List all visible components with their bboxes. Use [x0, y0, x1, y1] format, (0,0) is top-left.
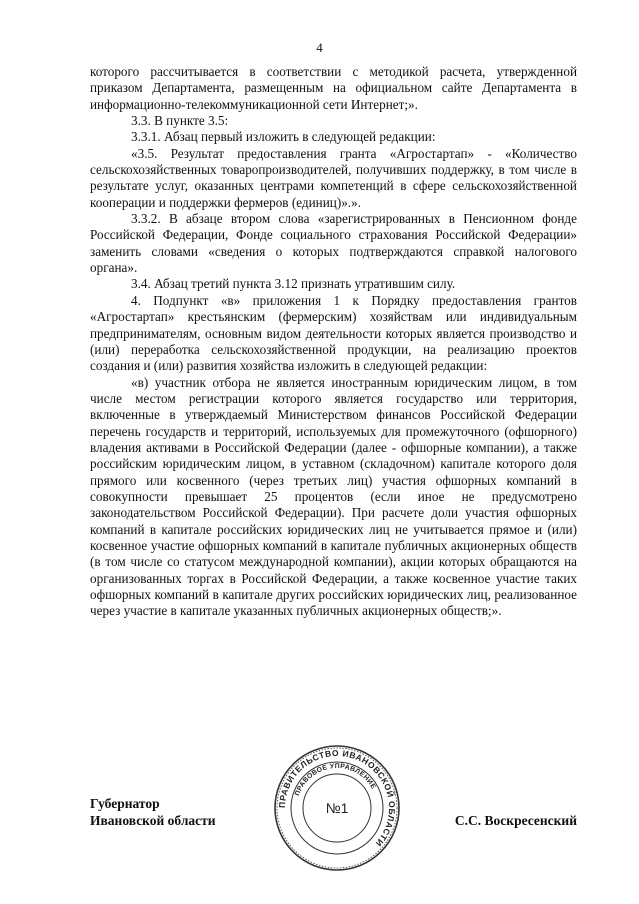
stamp-outer-text: ПРАВИТЕЛЬСТВО ИВАНОВСКОЙ ОБЛАСТИ [276, 747, 398, 849]
page-number: 4 [316, 40, 323, 55]
signatory-title-line2: Ивановской области [90, 813, 216, 828]
paragraph: 3.4. Абзац третий пункта 3.12 признать утратившим силу. [131, 276, 456, 292]
paragraph: которого рассчитывается в соответствии с методикой расчета, утвержденной приказом Департамента, размещенным на официальном сайте Департамента в информационно-телекоммуникационной сети Интернет;». [90, 64, 577, 112]
stamp-inner-text: ПРАВОВОЕ УПРАВЛЕНИЕ [294, 762, 377, 797]
official-stamp [272, 743, 402, 873]
paragraph: 3.3.2. В абзаце втором слова «зарегистрированных в Пенсионном фонде Российской Федерации, Фонде социального страхования Российской Федерации» заменить словами «сведения о которых подтверждаются справкой налогового органа». [90, 211, 577, 276]
stamp-number: №1 [325, 800, 349, 816]
paragraph: 3.3. В пункте 3.5: [131, 113, 229, 129]
document-body [90, 64, 577, 620]
paragraph: 3.3.1. Абзац первый изложить в следующей редакции: [131, 129, 436, 145]
paragraph: «в) участник отбора не является иностранным юридическим лицом, в том числе местом регистрации которого является государство или территория, включенные в утверждаемый Министерством финансов Российской Федерации перечень государств и территорий, используемых для промежуточного (офшорного) владения активами в Российской Федерации (далее - офшорные компании), а также российским юридическим лицом, в уставном (складочном) капитале которого доля прямого или косвенного (через третьих лиц) участия офшорных компаний в совокупности превышает 25 процентов (если иное не предусмотрено законодательством Российской Федерации). При расчете доли участия офшорных компаний в капитале российских юридических лиц не учитывается прямое и (или) косвенное участие офшорных компаний в капитале публичных акционерных обществ (в том числе со статусом международной компании), акции которых обращаются на организованных торгах в Российской Федерации, а также косвенное участие таких офшорных компаний в капитале других российских юридических лиц, реализованное через участие в капитале указанных публичных акционерных обществ;». [90, 374, 577, 619]
paragraph: «3.5. Результат предоставления гранта «Агростартап» - «Количество сельскохозяйственных товаропроизводителей, получивших поддержку, в том числе в результате услуг, оказанных центрами компетенций в сфере сельскохозяйственной кооперации и поддержки фермеров (единиц)».». [90, 145, 577, 210]
signatory-title [90, 795, 216, 829]
signatory-name: С.С. Воскресенский [454, 813, 577, 828]
paragraph: 4. Подпункт «в» приложения 1 к Порядку предоставления грантов «Агростартап» крестьянским (фермерским) хозяйствам или индивидуальным предпринимателям, основным видом деятельности которых является производство и (или) переработка сельскохозяйственной продукции, на реализацию проектов создания и (или) развития хозяйства изложить в следующей редакции: [90, 292, 577, 374]
signatory-title-line1: Губернатор [90, 796, 160, 811]
